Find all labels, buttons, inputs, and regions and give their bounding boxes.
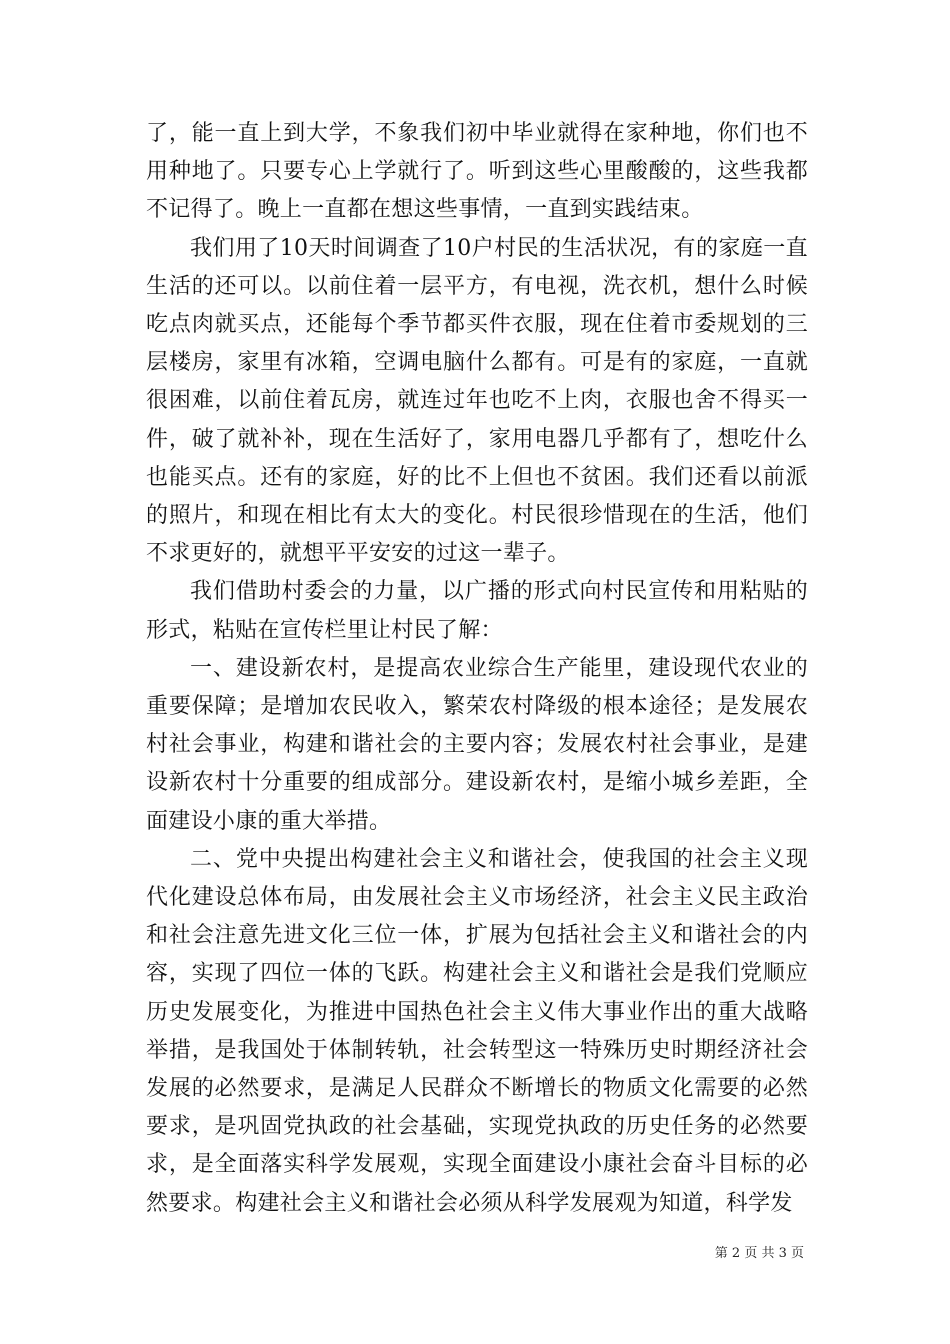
page-number-footer: 第 2 页 共 3 页 [714, 1246, 804, 1261]
document-body [146, 115, 808, 1223]
paragraph-4: 一、建设新农村，是提高农业综合生产能里，建设现代农业的重要保障；是增加农民收入，繁荣农村降级的根本途径；是发展农村社会事业，构建和谐社会的主要内容；发展农村社会事业，是建设新农村十分重要的组成部分。建设新农村，是缩小城乡差距，全面建设小康的重大举措。 [146, 655, 808, 834]
paragraph-2: 我们用了10天时间调查了10户村民的生活状况，有的家庭一直生活的还可以。以前住着一层平方，有电视，洗衣机，想什么时候吃点肉就买点，还能每个季节都买件衣服，现在住着市委规划的三层楼房，家里有冰箱，空调电脑什么都有。可是有的家庭，一直就很困难，以前住着瓦房，就连过年也吃不上肉，衣服也舍不得买一件，破了就补补，现在生活好了，家用电器几乎都有了，想吃什么也能买点。还有的家庭，好的比不上但也不贫困。我们还看以前派的照片，和现在相比有太大的变化。村民很珍惜现在的生活，他们不求更好的，就想平平安安的过这一辈子。 [146, 235, 808, 567]
paragraph-3: 我们借助村委会的力量，以广播的形式向村民宣传和用粘贴的形式，粘贴在宣传栏里让村民了解： [146, 579, 808, 643]
paragraph-5: 二、党中央提出构建社会主义和谐社会，使我国的社会主义现代化建设总体布局，由发展社会主义市场经济，社会主义民主政治和社会注意先进文化三位一体，扩展为包括社会主义和谐社会的内容，实现了四位一体的飞跃。构建社会主义和谐社会是我们党顺应历史发展变化，为推进中国热色社会主义伟大事业作出的重大战略举措，是我国处于体制转轨，社会转型这一特殊历史时期经济社会发展的必然要求，是满足人民群众不断增长的物质文化需要的必然要求，是巩固党执政的社会基础，实现党执政的历史任务的必然要求，是全面落实科学发展观，实现全面建设小康社会奋斗目标的必然要求。构建社会主义和谐社会必须从科学发展观为知道，科学发 [146, 846, 808, 1216]
paragraph-1: 了，能一直上到大学，不象我们初中毕业就得在家种地，你们也不用种地了。只要专心上学就行了。听到这些心里酸酸的，这些我都不记得了。晚上一直都在想这些事情，一直到实践结束。 [146, 121, 808, 223]
